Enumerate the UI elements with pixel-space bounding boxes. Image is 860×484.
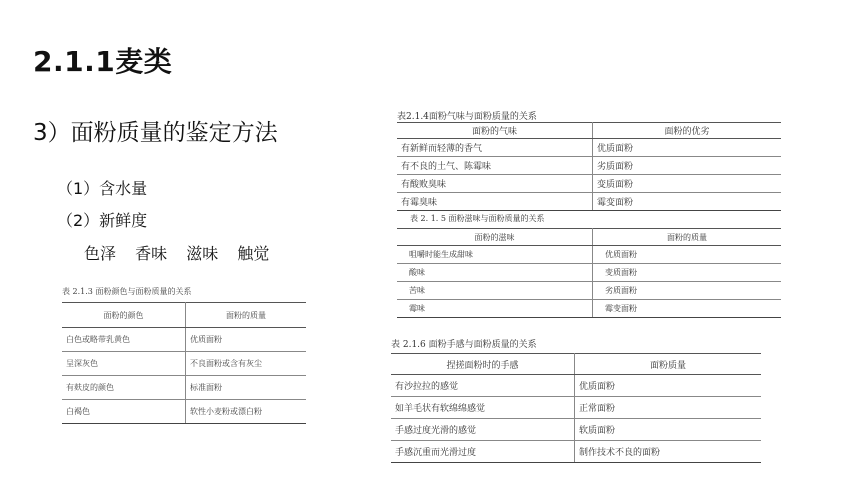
table-cell: 优质面粉 xyxy=(593,246,782,264)
attribute-aroma: 香味 xyxy=(135,244,168,263)
table-cell: 呈深灰色 xyxy=(62,352,186,376)
item-freshness: （2）新鲜度 xyxy=(57,211,148,230)
table-cell: 优质面粉 xyxy=(593,139,782,157)
table-row xyxy=(397,300,781,318)
table-cell: 白褐色 xyxy=(62,400,186,424)
table-cell: 劣质面粉 xyxy=(593,157,782,175)
table-cell: 手感过度光滑的感觉 xyxy=(391,419,575,441)
table-cell: 不良面粉或含有灰尘 xyxy=(186,352,307,376)
table-row xyxy=(397,264,781,282)
table-cell: 正常面粉 xyxy=(575,397,762,419)
table-row xyxy=(397,282,781,300)
table-cell: 酸味 xyxy=(397,264,593,282)
table-smell-caption: 表2.1.4面粉气味与面粉质量的关系 xyxy=(397,112,537,122)
table-cell: 有沙拉拉的感觉 xyxy=(391,375,575,397)
attribute-touch: 触觉 xyxy=(237,244,270,263)
table-touch-quality xyxy=(391,353,761,463)
item-moisture: （1）含水量 xyxy=(57,179,148,198)
attribute-taste: 滋味 xyxy=(186,244,219,263)
table-cell: 制作技术不良的面粉 xyxy=(575,441,762,463)
table-cell: 优质面粉 xyxy=(575,375,762,397)
table-cell: 有麸皮的颜色 xyxy=(62,376,186,400)
table-cell: 霉变面粉 xyxy=(593,193,782,211)
table-cell: 有霉臭味 xyxy=(397,193,593,211)
table-cell: 变质面粉 xyxy=(593,264,782,282)
table-cell: 软质面粉 xyxy=(575,419,762,441)
table-cell: 有不良的土气、陈霉味 xyxy=(397,157,593,175)
table-header: 面粉质量 xyxy=(575,354,762,375)
table-row xyxy=(397,246,781,264)
table-header: 面粉的滋味 xyxy=(397,229,593,246)
table-cell: 如羊毛状有软绵绵感觉 xyxy=(391,397,575,419)
table-smell-quality xyxy=(397,122,781,211)
table-row xyxy=(397,157,781,175)
slide-title: 2.1.1麦类 xyxy=(33,45,173,78)
table-row xyxy=(391,441,761,463)
table-cell: 手感沉重而光滑过度 xyxy=(391,441,575,463)
table-cell: 变质面粉 xyxy=(593,175,782,193)
table-row xyxy=(62,376,306,400)
table-touch-caption: 表 2.1.6 面粉手感与面粉质量的关系 xyxy=(391,340,537,350)
table-cell: 霉变面粉 xyxy=(593,300,782,318)
table-header: 面粉的质量 xyxy=(186,303,307,328)
table-header-row xyxy=(62,303,306,328)
table-cell: 有新鲜而轻薄的香气 xyxy=(397,139,593,157)
table-cell: 白色或略带乳黄色 xyxy=(62,328,186,352)
table-row xyxy=(391,375,761,397)
table-color-caption: 表 2.1.3 面粉颜色与面粉质量的关系 xyxy=(62,287,192,296)
table-header-row xyxy=(391,354,761,375)
table-cell: 标准面粉 xyxy=(186,376,307,400)
table-cell: 有酸败臭味 xyxy=(397,175,593,193)
table-header: 面粉的颜色 xyxy=(62,303,186,328)
table-cell: 优质面粉 xyxy=(186,328,307,352)
table-row xyxy=(391,419,761,441)
table-row xyxy=(397,193,781,211)
table-row xyxy=(397,175,781,193)
table-cell: 软性小麦粉或漂白粉 xyxy=(186,400,307,424)
table-header: 面粉的优劣 xyxy=(593,123,782,139)
freshness-attributes xyxy=(84,241,283,264)
table-row xyxy=(397,139,781,157)
table-row xyxy=(391,397,761,419)
table-color-quality xyxy=(62,302,306,424)
table-cell: 霉味 xyxy=(397,300,593,318)
table-row xyxy=(62,352,306,376)
table-cell: 劣质面粉 xyxy=(593,282,782,300)
table-row xyxy=(62,400,306,424)
table-header: 面粉的气味 xyxy=(397,123,593,139)
table-cell: 苦味 xyxy=(397,282,593,300)
section-heading: 3）面粉质量的鉴定方法 xyxy=(33,120,278,146)
table-header: 面粉的质量 xyxy=(593,229,782,246)
table-cell: 咀嚼时能生成甜味 xyxy=(397,246,593,264)
table-header-row xyxy=(397,229,781,246)
table-row xyxy=(62,328,306,352)
table-header-row xyxy=(397,123,781,139)
attribute-color: 色泽 xyxy=(84,244,117,263)
table-taste-quality xyxy=(397,228,781,318)
table-header: 捏搓面粉时的手感 xyxy=(391,354,575,375)
table-taste-caption: 表 2. 1. 5 面粉滋味与面粉质量的关系 xyxy=(410,214,545,223)
